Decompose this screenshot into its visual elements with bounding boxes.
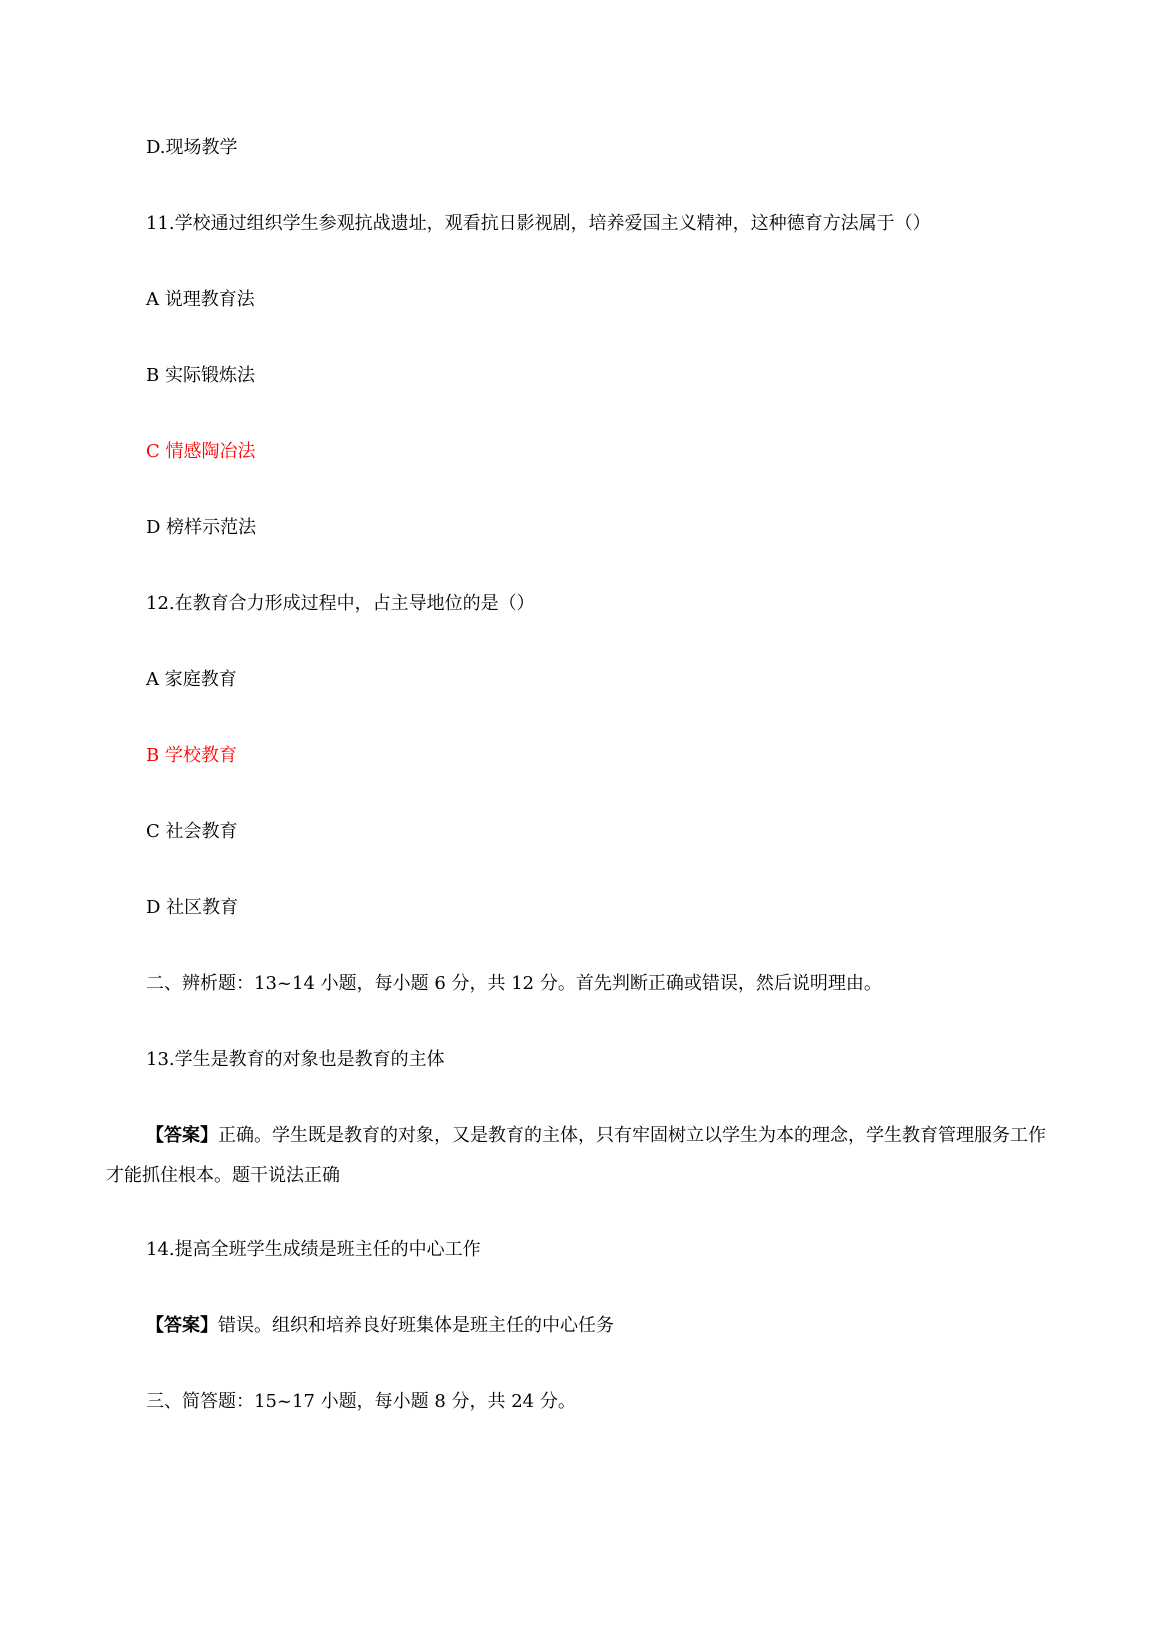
q12-question: 12.在教育合力形成过程中，占主导地位的是（） xyxy=(146,593,535,614)
q12-option-a: A 家庭教育 xyxy=(146,669,237,690)
q12-option-c: C 社会教育 xyxy=(146,821,238,842)
q11-question: 11.学校通过组织学生参观抗战遗址，观看抗日影视剧，培养爱国主义精神，这种德育方法属于（） xyxy=(146,213,931,234)
q11-option-d: D 榜样示范法 xyxy=(146,517,257,538)
q13-answer-text: 正确。学生既是教育的对象，又是教育的主体，只有牢固树立以学生为本的理念，学生教育管理服务工作才能抓住根本。题干说法正确 xyxy=(106,1125,1046,1186)
q11-option-a: A 说理教育法 xyxy=(146,289,255,310)
q14-answer xyxy=(106,1306,1046,1346)
q13-answer xyxy=(106,1116,1046,1196)
q12-option-b-correct: B 学校教育 xyxy=(146,745,237,766)
q14-answer-text: 错误。组织和培养良好班集体是班主任的中心任务 xyxy=(218,1315,614,1336)
q13-answer-label: 【答案】 xyxy=(146,1125,218,1146)
q11-option-c-correct: C 情感陶冶法 xyxy=(146,441,256,462)
q12-option-d: D 社区教育 xyxy=(146,897,239,918)
q14-answer-label: 【答案】 xyxy=(146,1315,218,1336)
q10-option-d: D.现场教学 xyxy=(146,137,238,158)
q11-option-b: B 实际锻炼法 xyxy=(146,365,255,386)
q14-statement: 14.提高全班学生成绩是班主任的中心工作 xyxy=(146,1239,481,1260)
section-3-heading: 三、简答题：15~17 小题，每小题 8 分，共 24 分。 xyxy=(146,1391,576,1412)
section-2-heading: 二、辨析题：13~14 小题，每小题 6 分，共 12 分。首先判断正确或错误，然后说明理由。 xyxy=(146,973,882,994)
q13-statement: 13.学生是教育的对象也是教育的主体 xyxy=(146,1049,445,1070)
